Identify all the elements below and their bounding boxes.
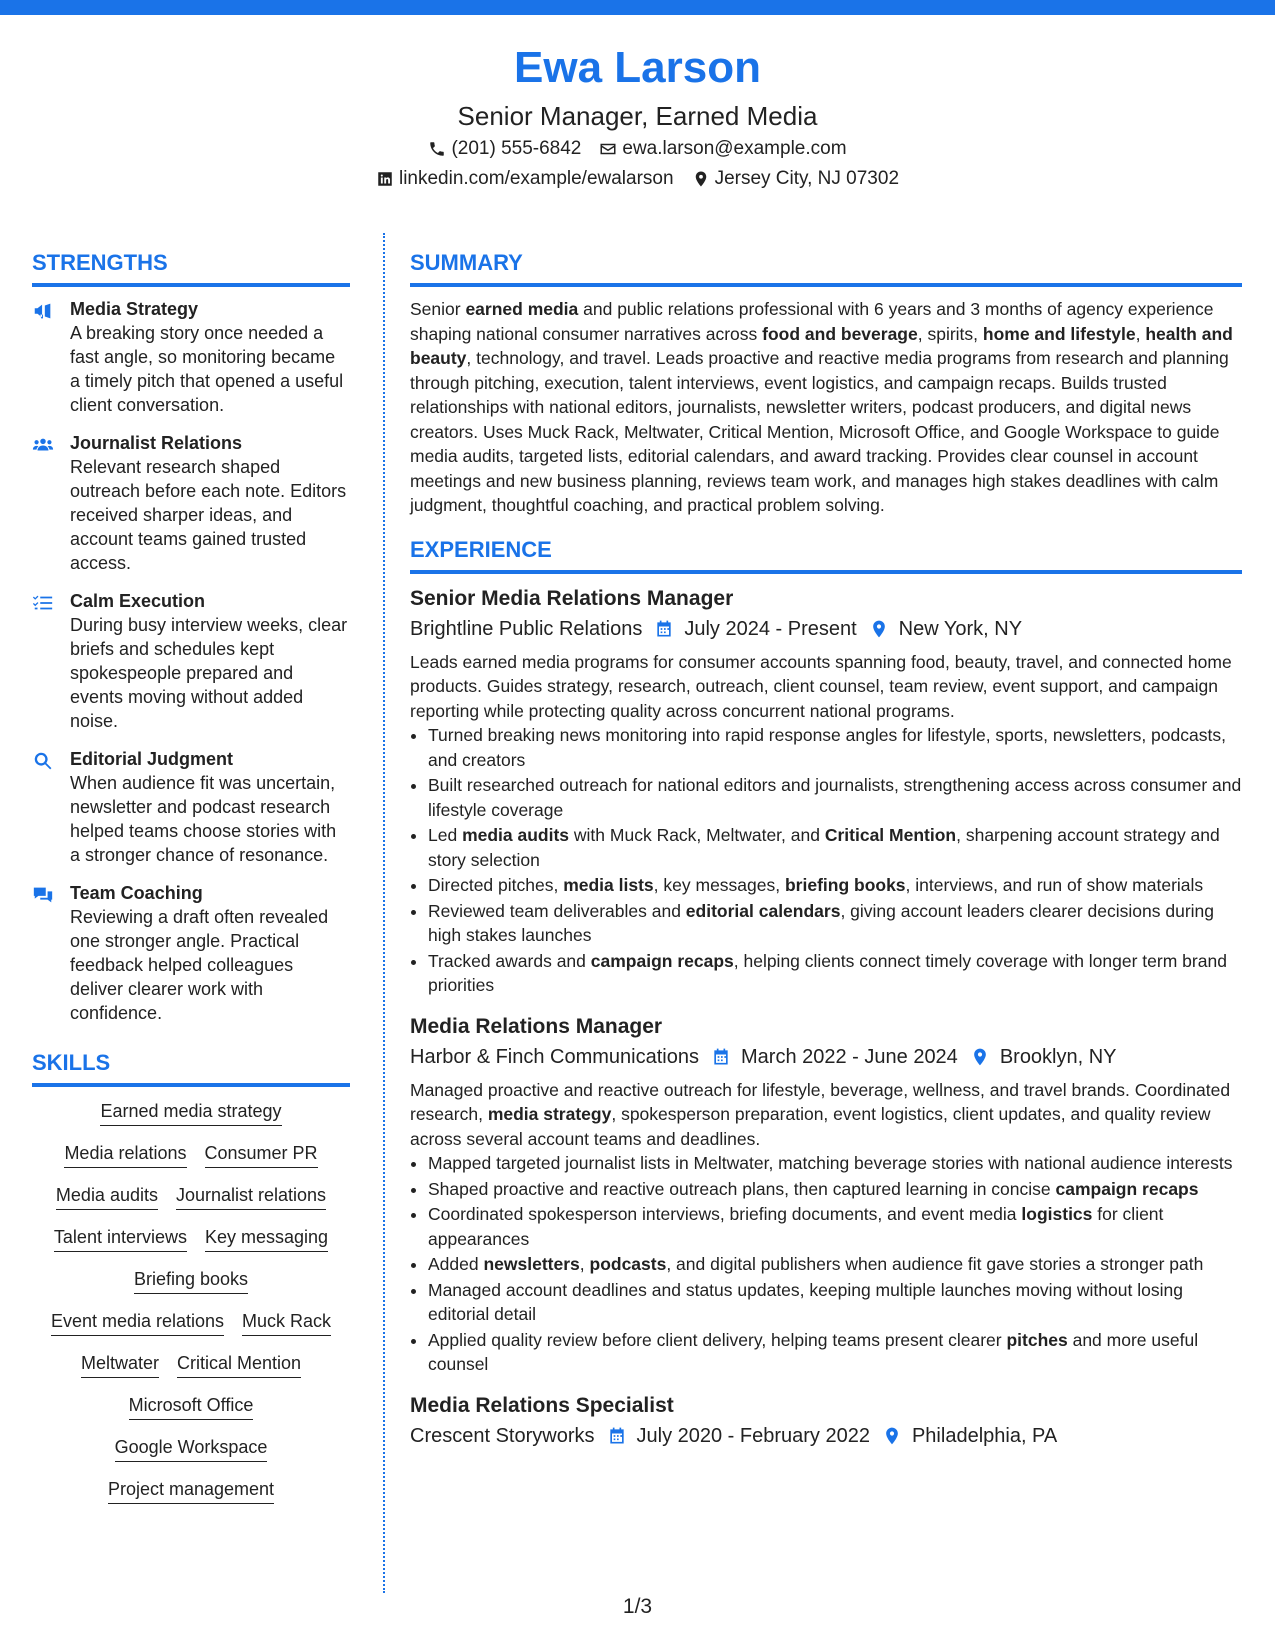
users-icon xyxy=(32,434,54,456)
text-segment: Coordinated spokesperson interviews, briefing documents, and event media xyxy=(428,1204,1022,1224)
company-name: Brightline Public Relations xyxy=(410,617,643,640)
calendar-icon xyxy=(654,619,674,639)
text-segment: and more useful counsel xyxy=(428,1329,1199,1374)
text-segment: , key messages, xyxy=(653,875,785,895)
skill-tag: Meltwater xyxy=(81,1351,159,1378)
skill-row xyxy=(32,1309,350,1336)
text-segment: , interviews, and run of show materials xyxy=(905,875,1204,895)
strength-item xyxy=(32,431,350,575)
job-title: Senior Media Relations Manager xyxy=(410,586,734,610)
strength-body xyxy=(70,747,350,867)
skill-row xyxy=(32,1393,350,1420)
job-bullet xyxy=(428,823,1242,872)
bold-text: newsletters xyxy=(483,1254,580,1274)
job-location-text: Brooklyn, NY xyxy=(999,1045,1117,1068)
column-divider xyxy=(383,233,385,1593)
skill-tag: Briefing books xyxy=(134,1267,248,1294)
summary-heading: SUMMARY xyxy=(410,245,1242,287)
text-segment: for client appearances xyxy=(428,1204,1164,1249)
experience-heading: EXPERIENCE xyxy=(410,532,1242,574)
job-bullet xyxy=(428,873,1242,898)
candidate-title: Senior Manager, Earned Media xyxy=(457,101,818,131)
text-segment: Built researched outreach for national editors and journalists, strengthening access across consumer and lifestyle coverage xyxy=(428,775,1242,820)
text-segment: Applied quality review before client delivery, helping teams present clearer xyxy=(428,1329,1007,1350)
email-contact[interactable] xyxy=(599,134,846,164)
skill-row xyxy=(32,1477,350,1504)
strength-title: Team Coaching xyxy=(70,883,203,903)
text-segment: , helping clients connect timely coverage with longer term brand priorities xyxy=(428,950,1227,995)
strength-item xyxy=(32,881,350,1025)
map-pin-icon xyxy=(869,619,889,639)
bold-text: podcasts xyxy=(589,1254,667,1274)
bold-text: media lists xyxy=(563,875,654,895)
job-dates xyxy=(654,614,856,644)
strength-body xyxy=(70,881,350,1025)
text-segment: , sharpening account strategy and story selection xyxy=(428,825,1220,870)
job-entry xyxy=(410,1012,1242,1377)
linkedin-icon xyxy=(376,170,394,188)
job-bullet xyxy=(428,1177,1242,1202)
map-pin-icon xyxy=(692,170,710,188)
strength-item xyxy=(32,747,350,867)
text-segment: Senior xyxy=(410,299,466,319)
experience-list xyxy=(410,584,1242,1451)
text-segment: , spokesperson preparation, event logistics, client updates, and quality review across several account teams and deadlines. xyxy=(410,1104,1211,1149)
skill-tag: Microsoft Office xyxy=(129,1393,254,1420)
job-entry xyxy=(410,584,1242,998)
bold-text: pitches xyxy=(1006,1329,1068,1350)
comments-icon xyxy=(32,884,54,906)
strength-title: Media Strategy xyxy=(70,299,199,319)
candidate-name: Ewa Larson xyxy=(514,43,761,92)
job-location xyxy=(882,1421,1057,1451)
contact-row-2 xyxy=(0,164,1275,194)
strength-icon-wrap xyxy=(32,747,70,867)
text-segment: with Muck Rack, Meltwater, and xyxy=(569,825,825,845)
job-bullet xyxy=(428,1202,1242,1251)
company-name: Harbor & Finch Communications xyxy=(410,1045,699,1068)
skill-tag: Critical Mention xyxy=(177,1351,301,1378)
skill-row xyxy=(32,1183,350,1210)
skills-list xyxy=(32,1097,350,1504)
bold-text: campaign recaps xyxy=(590,950,734,971)
bold-text: Critical Mention xyxy=(824,825,957,845)
skill-tag: Muck Rack xyxy=(242,1309,331,1336)
text-segment: Shaped proactive and reactive outreach plans, then captured learning in concise xyxy=(428,1178,1056,1199)
phone-contact xyxy=(428,134,581,164)
skill-tag: Earned media strategy xyxy=(100,1099,281,1126)
strength-icon-wrap xyxy=(32,589,70,733)
strength-title: Calm Execution xyxy=(70,591,206,611)
text-segment: Directed pitches, xyxy=(428,875,564,895)
skill-row xyxy=(32,1141,350,1168)
job-location-text: New York, NY xyxy=(898,617,1023,640)
bold-text: health and beauty xyxy=(410,323,1233,368)
left-column xyxy=(32,245,350,1519)
job-description xyxy=(410,1078,1242,1152)
resume-header xyxy=(0,40,1275,194)
job-bullet xyxy=(428,1278,1242,1327)
strength-title: Editorial Judgment xyxy=(70,749,234,769)
skill-tag: Event media relations xyxy=(51,1309,224,1336)
strength-description: During busy interview weeks, clear briefs and schedules kept spokespeople prepared and events moving without added noise. xyxy=(70,615,348,731)
phone-text: (201) 555-6842 xyxy=(451,138,582,159)
calendar-icon xyxy=(711,1047,731,1067)
linkedin-text[interactable]: linkedin.com/example/ewalarson xyxy=(398,168,674,189)
job-bullet xyxy=(428,1151,1242,1176)
text-segment: Reviewed team deliverables and xyxy=(428,900,686,921)
strength-description: A breaking story once needed a fast angle, so monitoring became a timely pitch that opened a useful client conversation. xyxy=(70,323,344,415)
skill-row xyxy=(32,1099,350,1126)
job-title: Media Relations Specialist xyxy=(410,1393,674,1417)
page-number: 1/3 xyxy=(622,1595,653,1618)
text-segment: , technology, and travel. Leads proactive and reactive media programs from research and planning through pitching, execution, talent interviews, event logistics, and campaign recaps. Builds trusted relationships with national editors, journalists, newsletter writers, podcast producers, and digital news creators. Uses Muck Rack, Meltwater, Critical Mention, Microsoft Office, and Google Workspace to guide media audits, targeted lists, editorial calendars, and award tracking. Provides clear counsel in account meetings and new business planning, reviews team work, and manages high stakes deadlines with calm judgment, thoughtful coaching, and practical problem solving. xyxy=(410,348,1229,515)
job-bullet xyxy=(428,949,1242,998)
job-meta xyxy=(410,614,1242,644)
strengths-list xyxy=(32,297,350,1025)
top-accent-bar xyxy=(0,0,1275,15)
bold-text: campaign recaps xyxy=(1055,1178,1199,1199)
strength-title: Journalist Relations xyxy=(70,433,243,453)
job-location xyxy=(869,614,1022,644)
contact-row-1 xyxy=(0,134,1275,164)
strengths-heading: STRENGTHS xyxy=(32,245,350,287)
text-segment: , xyxy=(579,1254,590,1274)
job-dates xyxy=(711,1042,958,1072)
skill-tag: Media audits xyxy=(56,1183,158,1210)
skill-tag: Media relations xyxy=(64,1141,186,1168)
bold-text: food and beverage xyxy=(762,323,918,344)
phone-icon xyxy=(428,140,446,158)
job-title: Media Relations Manager xyxy=(410,1014,663,1038)
linkedin-contact[interactable] xyxy=(376,164,674,194)
strength-icon-wrap xyxy=(32,881,70,1025)
location-text: Jersey City, NJ 07302 xyxy=(714,168,900,189)
bold-text: earned media xyxy=(465,299,579,319)
job-bullet xyxy=(428,723,1242,772)
bold-text: home and lifestyle xyxy=(982,323,1136,344)
job-bullets xyxy=(410,1151,1242,1377)
skill-tag: Consumer PR xyxy=(205,1141,318,1168)
job-entry xyxy=(410,1391,1242,1451)
job-bullet xyxy=(428,899,1242,948)
text-segment: , spirits, xyxy=(917,323,983,344)
job-location-text: Philadelphia, PA xyxy=(911,1424,1058,1447)
text-segment: Added xyxy=(428,1254,484,1274)
location-contact xyxy=(692,164,899,194)
email-text[interactable]: ewa.larson@example.com xyxy=(622,138,847,159)
skill-row xyxy=(32,1435,350,1462)
strength-body xyxy=(70,589,350,733)
text-segment: Managed account deadlines and status updates, keeping multiple launches moving without losing editorial detail xyxy=(428,1279,1183,1324)
skill-tag: Journalist relations xyxy=(176,1183,326,1210)
company-name: Crescent Storyworks xyxy=(410,1424,595,1447)
map-pin-icon xyxy=(970,1047,990,1067)
job-bullets xyxy=(410,723,1242,998)
job-meta xyxy=(410,1421,1242,1451)
text-segment: Tracked awards and xyxy=(428,950,591,971)
skill-row xyxy=(32,1267,350,1294)
strength-body xyxy=(70,297,350,417)
strength-description: Reviewing a draft often revealed one stronger angle. Practical feedback helped colleagues deliver clearer work with confidence. xyxy=(70,907,329,1023)
strength-description: When audience fit was uncertain, newsletter and podcast research helped teams choose stories with a stronger chance of resonance. xyxy=(70,773,337,865)
job-dates-text: March 2022 - June 2024 xyxy=(741,1045,958,1068)
skills-heading: SKILLS xyxy=(32,1045,350,1087)
list-check-icon xyxy=(32,592,54,614)
strength-body xyxy=(70,431,350,575)
text-segment: , xyxy=(1135,323,1146,344)
strength-description: Relevant research shaped outreach before each note. Editors received sharper ideas, and account teams gained trusted access. xyxy=(70,457,347,573)
search-icon xyxy=(32,750,54,772)
skill-tag: Project management xyxy=(108,1477,274,1504)
right-column xyxy=(410,245,1242,1465)
skill-tag: Talent interviews xyxy=(54,1225,187,1252)
bold-text: media audits xyxy=(462,825,570,845)
text-segment: Managed proactive and reactive outreach for lifestyle, beverage, wellness, and travel brands. Coordinated research, xyxy=(410,1079,1231,1124)
job-dates-text: July 2024 - Present xyxy=(684,617,857,640)
text-segment: Mapped targeted journalist lists in Meltwater, matching beverage stories with national audience interests xyxy=(428,1153,1233,1173)
strength-icon-wrap xyxy=(32,297,70,417)
text-segment: Turned breaking news monitoring into rapid response angles for lifestyle, sports, newsletters, podcasts, and creators xyxy=(428,725,1226,770)
text-segment: , and digital publishers when audience fit gave stories a stronger path xyxy=(666,1254,1204,1274)
summary-text xyxy=(410,297,1242,518)
envelope-icon xyxy=(599,140,617,158)
text-segment: Led xyxy=(428,825,463,845)
job-location xyxy=(970,1042,1117,1072)
skill-row xyxy=(32,1351,350,1378)
strength-item xyxy=(32,589,350,733)
bold-text: briefing books xyxy=(784,875,906,895)
bold-text: media strategy xyxy=(487,1104,612,1124)
bold-text: editorial calendars xyxy=(685,900,841,921)
job-description: Leads earned media programs for consumer accounts spanning food, beauty, travel, and connected home products. Guides strategy, research, outreach, client counsel, team review, event support, and campaign reporting while protecting quality across concurrent national programs. xyxy=(410,651,1232,721)
megaphone-icon xyxy=(32,300,54,322)
job-dates xyxy=(607,1421,870,1451)
job-bullet xyxy=(428,1252,1242,1277)
skill-tag: Key messaging xyxy=(205,1225,328,1252)
strength-item xyxy=(32,297,350,417)
job-bullet xyxy=(428,773,1242,822)
skill-row xyxy=(32,1225,350,1252)
skill-tag: Google Workspace xyxy=(115,1435,268,1462)
text-segment: and public relations professional with 6 years and 3 months of agency experience shaping national consumer narratives across xyxy=(410,299,1214,344)
job-dates-text: July 2020 - February 2022 xyxy=(636,1424,870,1447)
map-pin-icon xyxy=(882,1426,902,1446)
strength-icon-wrap xyxy=(32,431,70,575)
bold-text: logistics xyxy=(1021,1204,1093,1224)
job-bullet xyxy=(428,1328,1242,1377)
text-segment: , giving account leaders clearer decisions during high stakes launches xyxy=(428,900,1214,945)
job-meta xyxy=(410,1042,1242,1072)
calendar-icon xyxy=(607,1426,627,1446)
